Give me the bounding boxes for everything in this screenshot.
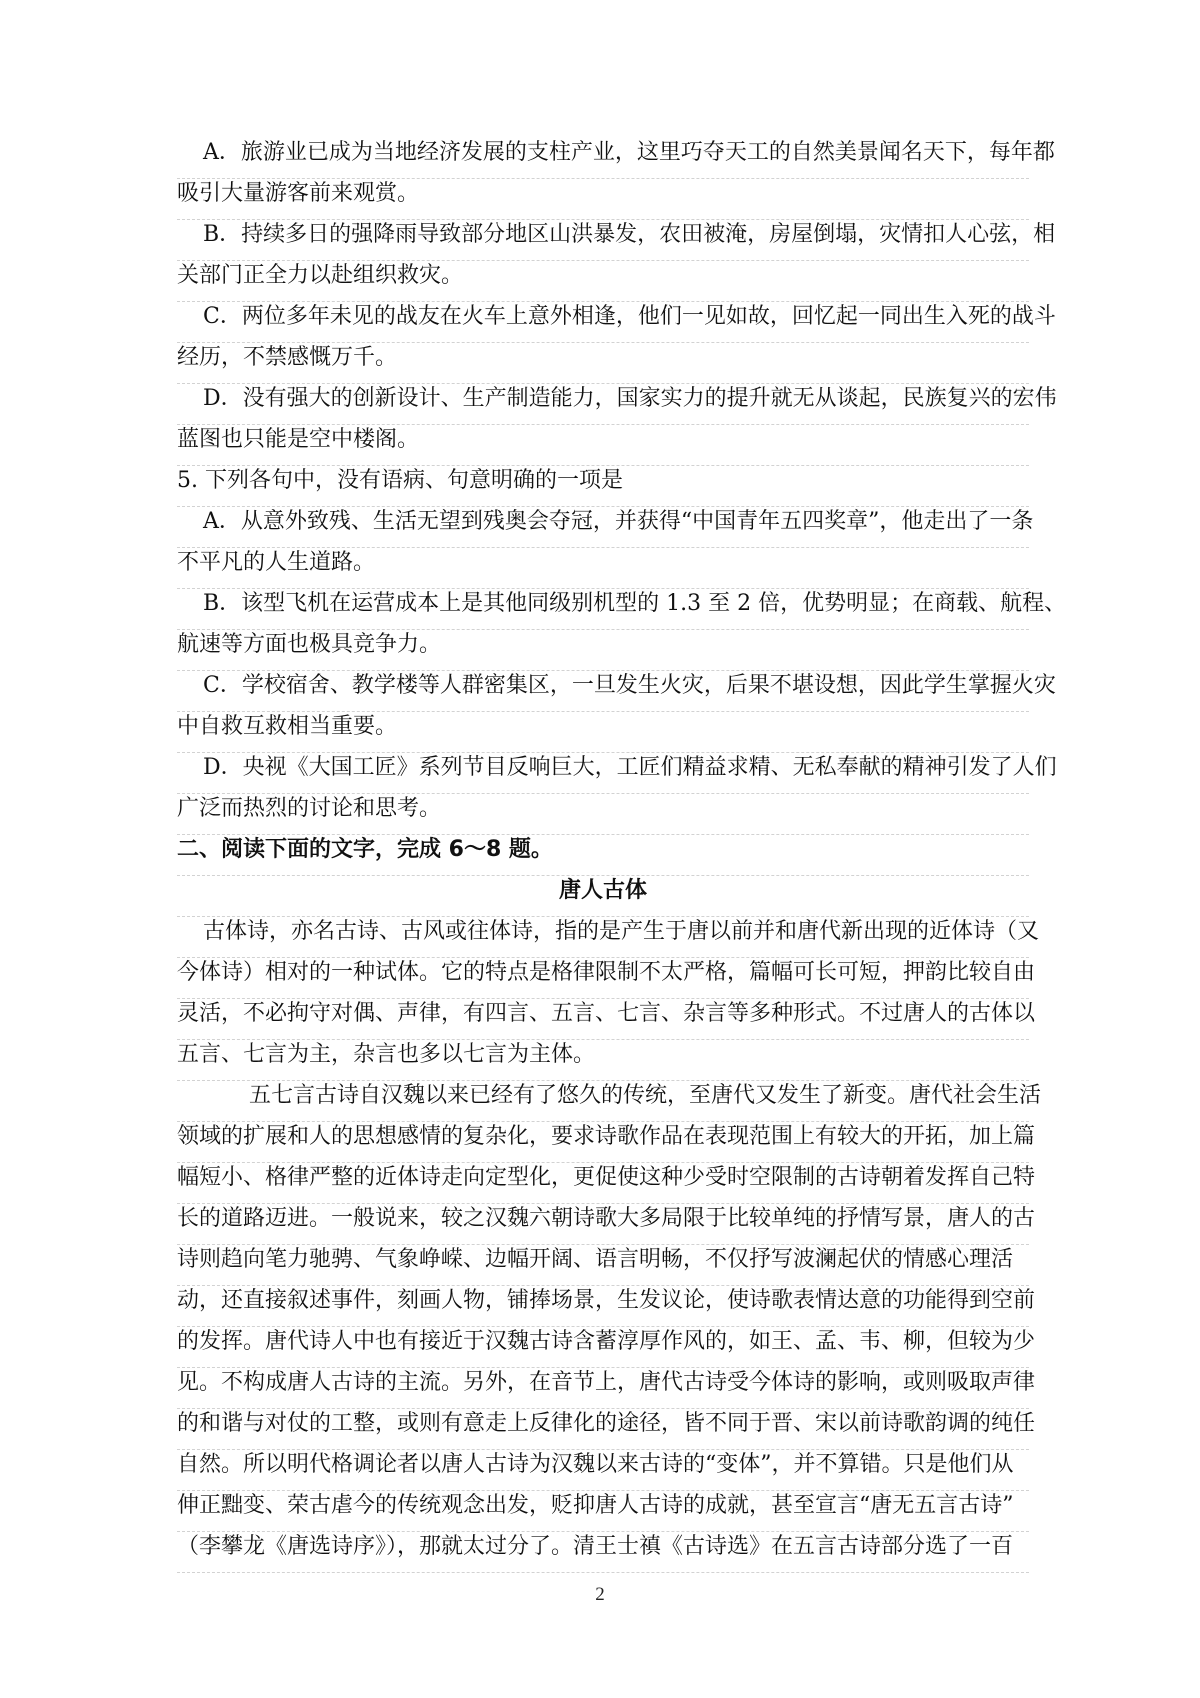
q5-option-b-line-2: 航速等方面也极具竞争力。 xyxy=(177,630,1029,671)
q5-stem: 5. 下列各句中，没有语病、句意明确的一项是 xyxy=(177,466,1029,507)
para2-line: 伸正黜变、荣古虐今的传统观念出发，贬抑唐人古诗的成就，甚至宣言“唐无五言古诗” xyxy=(177,1491,1029,1532)
q4-option-d-line-2: 蓝图也只能是空中楼阁。 xyxy=(177,425,1029,466)
para2-line: 长的道路迈进。一般说来，较之汉魏六朝诗歌大多局限于比较单纯的抒情写景，唐人的古 xyxy=(177,1204,1029,1245)
para1-line: 今体诗）相对的一种试体。它的特点是格律限制不太严格，篇幅可长可短，押韵比较自由 xyxy=(177,958,1029,999)
para2-line: 诗则趋向笔力驰骋、气象峥嵘、边幅开阔、语言明畅，不仅抒写波澜起伏的情感心理活 xyxy=(177,1245,1029,1286)
q4-option-b-line-1: B．持续多日的强降雨导致部分地区山洪暴发，农田被淹，房屋倒塌，灾情扣人心弦，相 xyxy=(177,220,1029,261)
q4-option-c-line-1: C．两位多年未见的战友在火车上意外相逢，他们一见如故，回忆起一同出生入死的战斗 xyxy=(177,302,1029,343)
q5-option-d-line-1: D．央视《大国工匠》系列节目反响巨大，工匠们精益求精、无私奉献的精神引发了人们 xyxy=(177,753,1029,794)
q4-option-c-line-2: 经历，不禁感慨万千。 xyxy=(177,343,1029,384)
q5-option-c-line-1: C．学校宿舍、教学楼等人群密集区，一旦发生火灾，后果不堪设想，因此学生掌握火灾 xyxy=(177,671,1029,712)
para2-line: 动，还直接叙述事件，刻画人物，铺捧场景，生发议论，使诗歌表情达意的功能得到空前 xyxy=(177,1286,1029,1327)
para2-line: 领域的扩展和人的思想感情的复杂化，要求诗歌作品在表现范围上有较大的开拓，加上篇 xyxy=(177,1122,1029,1163)
q4-option-d-line-1: D．没有强大的创新设计、生产制造能力，国家实力的提升就无从谈起，民族复兴的宏伟 xyxy=(177,384,1029,425)
para2-line: 五七言古诗自汉魏以来已经有了悠久的传统，至唐代又发生了新变。唐代社会生活 xyxy=(177,1081,1029,1122)
para2-line: 幅短小、格律严整的近体诗走向定型化，更促使这种少受时空限制的古诗朝着发挥自己特 xyxy=(177,1163,1029,1204)
q5-option-d-line-2: 广泛而热烈的讨论和思考。 xyxy=(177,794,1029,835)
q4-option-a-line-2: 吸引大量游客前来观赏。 xyxy=(177,179,1029,220)
para2-line: 自然。所以明代格调论者以唐人古诗为汉魏以来古诗的“变体”，并不算错。只是他们从 xyxy=(177,1450,1029,1491)
q4-option-b-line-2: 关部门正全力以赴组织救灾。 xyxy=(177,261,1029,302)
para1-line: 古体诗，亦名古诗、古风或往体诗，指的是产生于唐以前并和唐代新出现的近体诗（又 xyxy=(177,917,1029,958)
q5-option-c-line-2: 中自救互救相当重要。 xyxy=(177,712,1029,753)
para2-line: 的和谐与对仗的工整，或则有意走上反律化的途径，皆不同于晋、宋以前诗歌韵调的纯任 xyxy=(177,1409,1029,1450)
para1-line: 五言、七言为主，杂言也多以七言为主体。 xyxy=(177,1040,1029,1081)
page-number: 2 xyxy=(595,1584,605,1605)
para2-line: 见。不构成唐人古诗的主流。另外，在音节上，唐代古诗受今体诗的影响，或则吸取声律 xyxy=(177,1368,1029,1409)
q4-option-a-line-1: A．旅游业已成为当地经济发展的支柱产业，这里巧夺天工的自然美景闻名天下，每年都 xyxy=(177,138,1029,179)
para2-line: （李攀龙《唐选诗序》），那就太过分了。清王士禛《古诗选》在五言古诗部分选了一百 xyxy=(177,1532,1029,1573)
q5-option-a-line-2: 不平凡的人生道路。 xyxy=(177,548,1029,589)
q5-option-b-line-1: B．该型飞机在运营成本上是其他同级别机型的 1.3 至 2 倍，优势明显；在商载、航程、 xyxy=(177,589,1029,630)
article-title: 唐人古体 xyxy=(177,876,1029,917)
page-content xyxy=(177,138,1067,1573)
q5-option-a-line-1: A．从意外致残、生活无望到残奥会夺冠，并获得“中国青年五四奖章”，他走出了一条 xyxy=(177,507,1029,548)
para1-line: 灵活，不必拘守对偶、声律，有四言、五言、七言、杂言等多种形式。不过唐人的古体以 xyxy=(177,999,1029,1040)
para2-line: 的发挥。唐代诗人中也有接近于汉魏古诗含蓄淳厚作风的，如王、孟、韦、柳，但较为少 xyxy=(177,1327,1029,1368)
section-heading: 二、阅读下面的文字，完成 6～8 题。 xyxy=(177,835,1029,876)
